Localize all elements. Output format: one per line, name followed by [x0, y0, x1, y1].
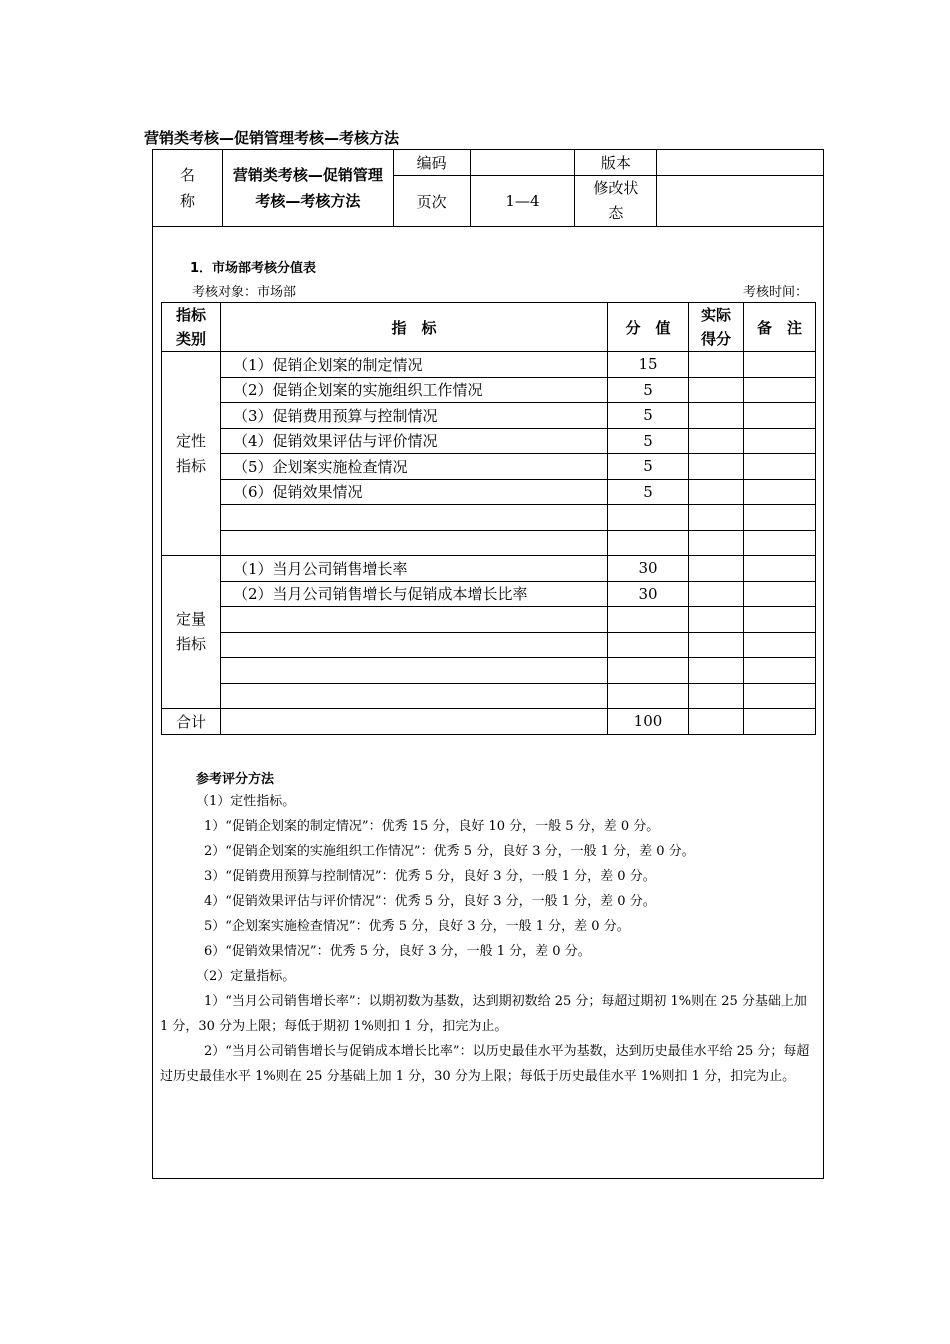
indicator-cell: （1）促销企划案的制定情况	[221, 352, 608, 378]
table-row	[162, 454, 816, 480]
score-cell: 5	[608, 454, 689, 480]
score-cell: 5	[608, 428, 689, 454]
section-title: 1．市场部考核分值表	[190, 261, 317, 276]
reference-title: 参考评分方法	[196, 772, 275, 787]
score-table	[161, 302, 816, 735]
remark-cell	[744, 632, 816, 658]
qual-criteria-line: 6）“促销效果情况”：优秀 5 分，良好 3 分，一般 1 分，差 0 分。	[204, 944, 591, 959]
actual-score-cell	[689, 607, 744, 633]
name-label: 名称	[153, 150, 223, 227]
indicator-cell: （1）当月公司销售增长率	[221, 556, 608, 582]
quant-paragraph-2: 2）“当月公司销售增长与促销成本增长比率”：以历史最佳水平为基数，达到历史最佳水平给 25 分；每超过历史最佳水平 1%则在 25 分基础上加 1 分，30 分为上限；每低于历史最佳水平 1%则扣 1 分，扣完为止。	[160, 1044, 810, 1084]
actual-score-cell	[689, 454, 744, 480]
indicator-cell: （2）当月公司销售增长与促销成本增长比率	[221, 581, 608, 607]
col-indicator: 指 标	[221, 303, 608, 352]
remark-cell	[744, 581, 816, 607]
remark-cell	[744, 556, 816, 582]
score-cell: 30	[608, 556, 689, 582]
qual-criteria-line: 3）“促销费用预算与控制情况”：优秀 5 分，良好 3 分，一般 1 分，差 0 分。	[204, 869, 656, 884]
score-cell	[608, 505, 689, 531]
score-cell: 5	[608, 479, 689, 505]
page-label: 页次	[393, 176, 470, 227]
table-row	[162, 632, 816, 658]
version-value	[657, 150, 824, 176]
indicator-cell	[221, 658, 608, 684]
indicator-cell	[221, 505, 608, 531]
document-title: 营销类考核—促销管理考核—考核方法	[144, 129, 400, 147]
total-item	[221, 709, 608, 735]
actual-score-cell	[689, 632, 744, 658]
actual-score-cell	[689, 505, 744, 531]
score-cell	[608, 683, 689, 709]
total-remark	[744, 709, 816, 735]
qual-criteria-line: 1）“促销企划案的制定情况”：优秀 15 分，良好 10 分，一般 5 分，差 0 分。	[204, 819, 660, 834]
quant-heading: （2）定量指标。	[196, 969, 296, 984]
table-row	[162, 403, 816, 429]
qualitative-category: 定性指标	[162, 352, 221, 556]
code-label: 编码	[393, 150, 470, 176]
score-cell: 30	[608, 581, 689, 607]
version-label: 版本	[575, 150, 657, 176]
actual-score-cell	[689, 377, 744, 403]
indicator-cell	[221, 683, 608, 709]
indicator-cell	[221, 632, 608, 658]
qual-criteria-line: 2）“促销企划案的实施组织工作情况”：优秀 5 分，良好 3 分，一般 1 分，差 0 分。	[204, 844, 695, 859]
table-row	[162, 377, 816, 403]
table-row	[162, 658, 816, 684]
time-label: 考核时间：	[742, 285, 808, 300]
remark-cell	[744, 607, 816, 633]
remark-cell	[744, 403, 816, 429]
remark-cell	[744, 377, 816, 403]
actual-score-cell	[689, 530, 744, 556]
actual-score-cell	[689, 556, 744, 582]
quantitative-category: 定量指标	[162, 556, 221, 709]
table-row	[162, 505, 816, 531]
actual-score-cell	[689, 658, 744, 684]
indicator-cell: （6）促销效果情况	[221, 479, 608, 505]
table-row	[162, 581, 816, 607]
qual-heading: （1）定性指标。	[196, 794, 296, 809]
col-actual: 实际得分	[689, 303, 744, 352]
revision-value	[657, 176, 824, 227]
remark-cell	[744, 479, 816, 505]
table-row	[162, 556, 816, 582]
remark-cell	[744, 530, 816, 556]
col-remark: 备 注	[744, 303, 816, 352]
score-cell	[608, 658, 689, 684]
indicator-cell	[221, 530, 608, 556]
remark-cell	[744, 454, 816, 480]
total-value: 100	[608, 709, 689, 735]
col-score: 分 值	[608, 303, 689, 352]
score-cell: 5	[608, 403, 689, 429]
indicator-cell	[221, 607, 608, 633]
table-row	[162, 352, 816, 378]
remark-cell	[744, 352, 816, 378]
table-row	[162, 530, 816, 556]
remark-cell	[744, 658, 816, 684]
indicator-cell: （5）企划案实施检查情况	[221, 454, 608, 480]
table-row	[162, 479, 816, 505]
qual-criteria-line: 5）“企划案实施检查情况”：优秀 5 分，良好 3 分，一般 1 分，差 0 分。	[204, 919, 630, 934]
actual-score-cell	[689, 683, 744, 709]
indicator-cell: （2）促销企划案的实施组织工作情况	[221, 377, 608, 403]
actual-score-cell	[689, 479, 744, 505]
actual-score-cell	[689, 403, 744, 429]
score-cell	[608, 530, 689, 556]
score-cell: 5	[608, 377, 689, 403]
table-row	[162, 683, 816, 709]
table-row	[162, 428, 816, 454]
score-cell	[608, 607, 689, 633]
total-actual	[689, 709, 744, 735]
total-label: 合计	[162, 709, 221, 735]
actual-score-cell	[689, 428, 744, 454]
header-table	[152, 149, 824, 227]
name-value: 营销类考核—促销管理考核—考核方法	[222, 150, 393, 227]
revision-label: 修改状态	[575, 176, 657, 227]
target-label: 考核对象：市场部	[192, 285, 297, 300]
table-row	[162, 607, 816, 633]
actual-score-cell	[689, 581, 744, 607]
col-category: 指标类别	[162, 303, 221, 352]
score-cell	[608, 632, 689, 658]
indicator-cell: （3）促销费用预算与控制情况	[221, 403, 608, 429]
code-value	[470, 150, 575, 176]
indicator-cell: （4）促销效果评估与评价情况	[221, 428, 608, 454]
qual-criteria-line: 4）“促销效果评估与评价情况”：优秀 5 分，良好 3 分，一般 1 分，差 0 分。	[204, 894, 656, 909]
page-value: 1—4	[470, 176, 575, 227]
remark-cell	[744, 505, 816, 531]
remark-cell	[744, 428, 816, 454]
score-cell: 15	[608, 352, 689, 378]
quant-paragraph-1: 1）“当月公司销售增长率”：以期初数为基数，达到期初数给 25 分；每超过期初 1%则在 25 分基础上加 1 分，30 分为上限；每低于期初 1%则扣 1 分，扣完为止。	[160, 994, 807, 1034]
actual-score-cell	[689, 352, 744, 378]
remark-cell	[744, 683, 816, 709]
